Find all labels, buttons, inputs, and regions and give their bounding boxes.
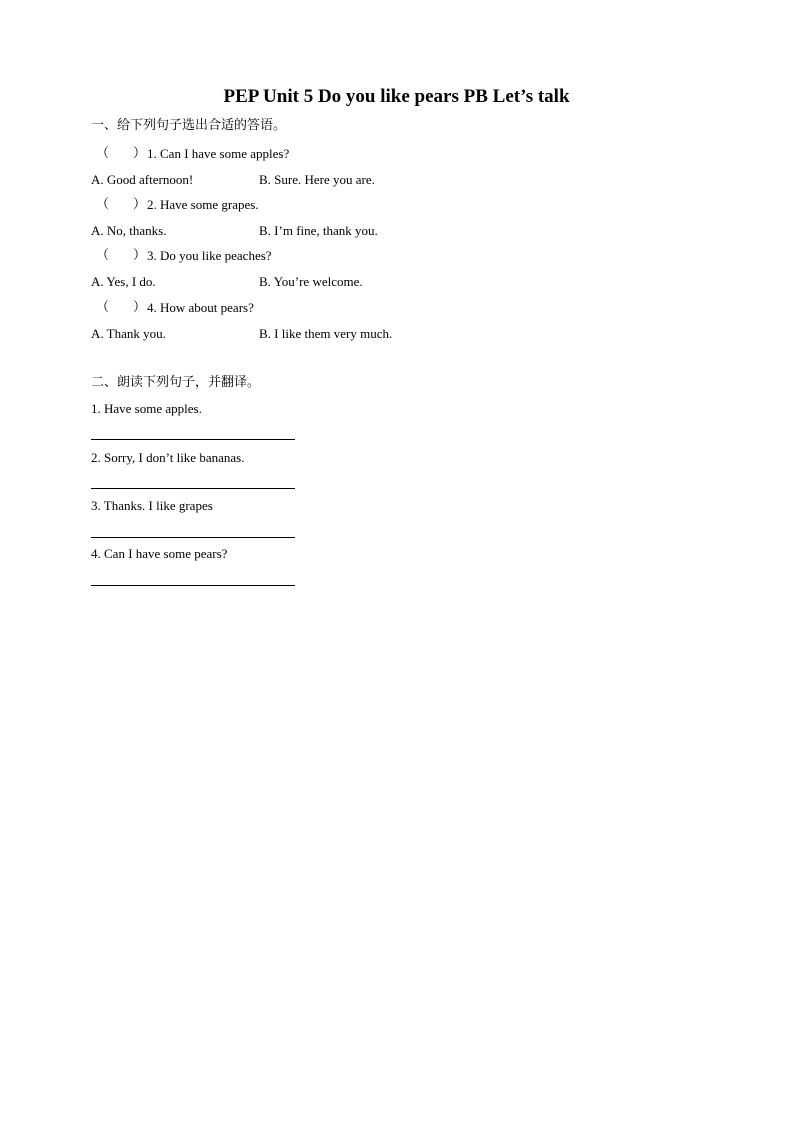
answer-blank-2[interactable] xyxy=(91,488,295,489)
answer-blank-1[interactable] xyxy=(91,439,295,440)
option-a: A. Thank you. xyxy=(91,326,166,341)
option-b: B. I’m fine, thank you. xyxy=(259,223,378,238)
question-1-options xyxy=(0,172,793,188)
translate-item-2: 2. Sorry, I don’t like bananas. xyxy=(91,450,245,465)
option-b: B. I like them very much. xyxy=(259,326,393,341)
option-a: A. Good afternoon! xyxy=(91,172,194,187)
question-2 xyxy=(0,197,793,213)
answer-blank-3[interactable] xyxy=(91,537,295,538)
question-text: 1. Can I have some apples? xyxy=(147,146,290,161)
answer-paren-close: ） xyxy=(133,248,147,263)
page-title: PEP Unit 5 Do you like pears PB Let’s talk xyxy=(223,86,570,107)
section1-heading: 一、给下列句子选出合适的答语。 xyxy=(91,118,287,133)
option-b: B. You’re welcome. xyxy=(259,274,363,289)
option-a: A. Yes, I do. xyxy=(91,274,156,289)
answer-paren-open: （ xyxy=(96,197,110,212)
question-3 xyxy=(0,248,793,264)
question-1 xyxy=(0,146,793,162)
translate-item-3: 3. Thanks. I like grapes xyxy=(91,498,213,513)
option-a: A. No, thanks. xyxy=(91,223,167,238)
question-4 xyxy=(0,300,793,316)
answer-paren-open: （ xyxy=(96,300,110,315)
question-text: 4. How about pears? xyxy=(147,300,254,315)
question-4-options xyxy=(0,326,793,342)
answer-paren-close: ） xyxy=(133,197,147,212)
question-text: 2. Have some grapes. xyxy=(147,197,259,212)
answer-paren-open: （ xyxy=(96,146,110,161)
translate-item-1: 1. Have some apples. xyxy=(91,401,202,416)
answer-paren-open: （ xyxy=(96,248,110,263)
answer-paren-close: ） xyxy=(133,146,147,161)
question-2-options xyxy=(0,223,793,239)
section2-heading: 二、朗读下列句子，并翻译。 xyxy=(91,375,261,390)
answer-blank-4[interactable] xyxy=(91,585,295,586)
question-text: 3. Do you like peaches? xyxy=(147,248,272,263)
option-b: B. Sure. Here you are. xyxy=(259,172,375,187)
answer-paren-close: ） xyxy=(133,300,147,315)
translate-item-4: 4. Can I have some pears? xyxy=(91,546,228,561)
question-3-options xyxy=(0,274,793,290)
